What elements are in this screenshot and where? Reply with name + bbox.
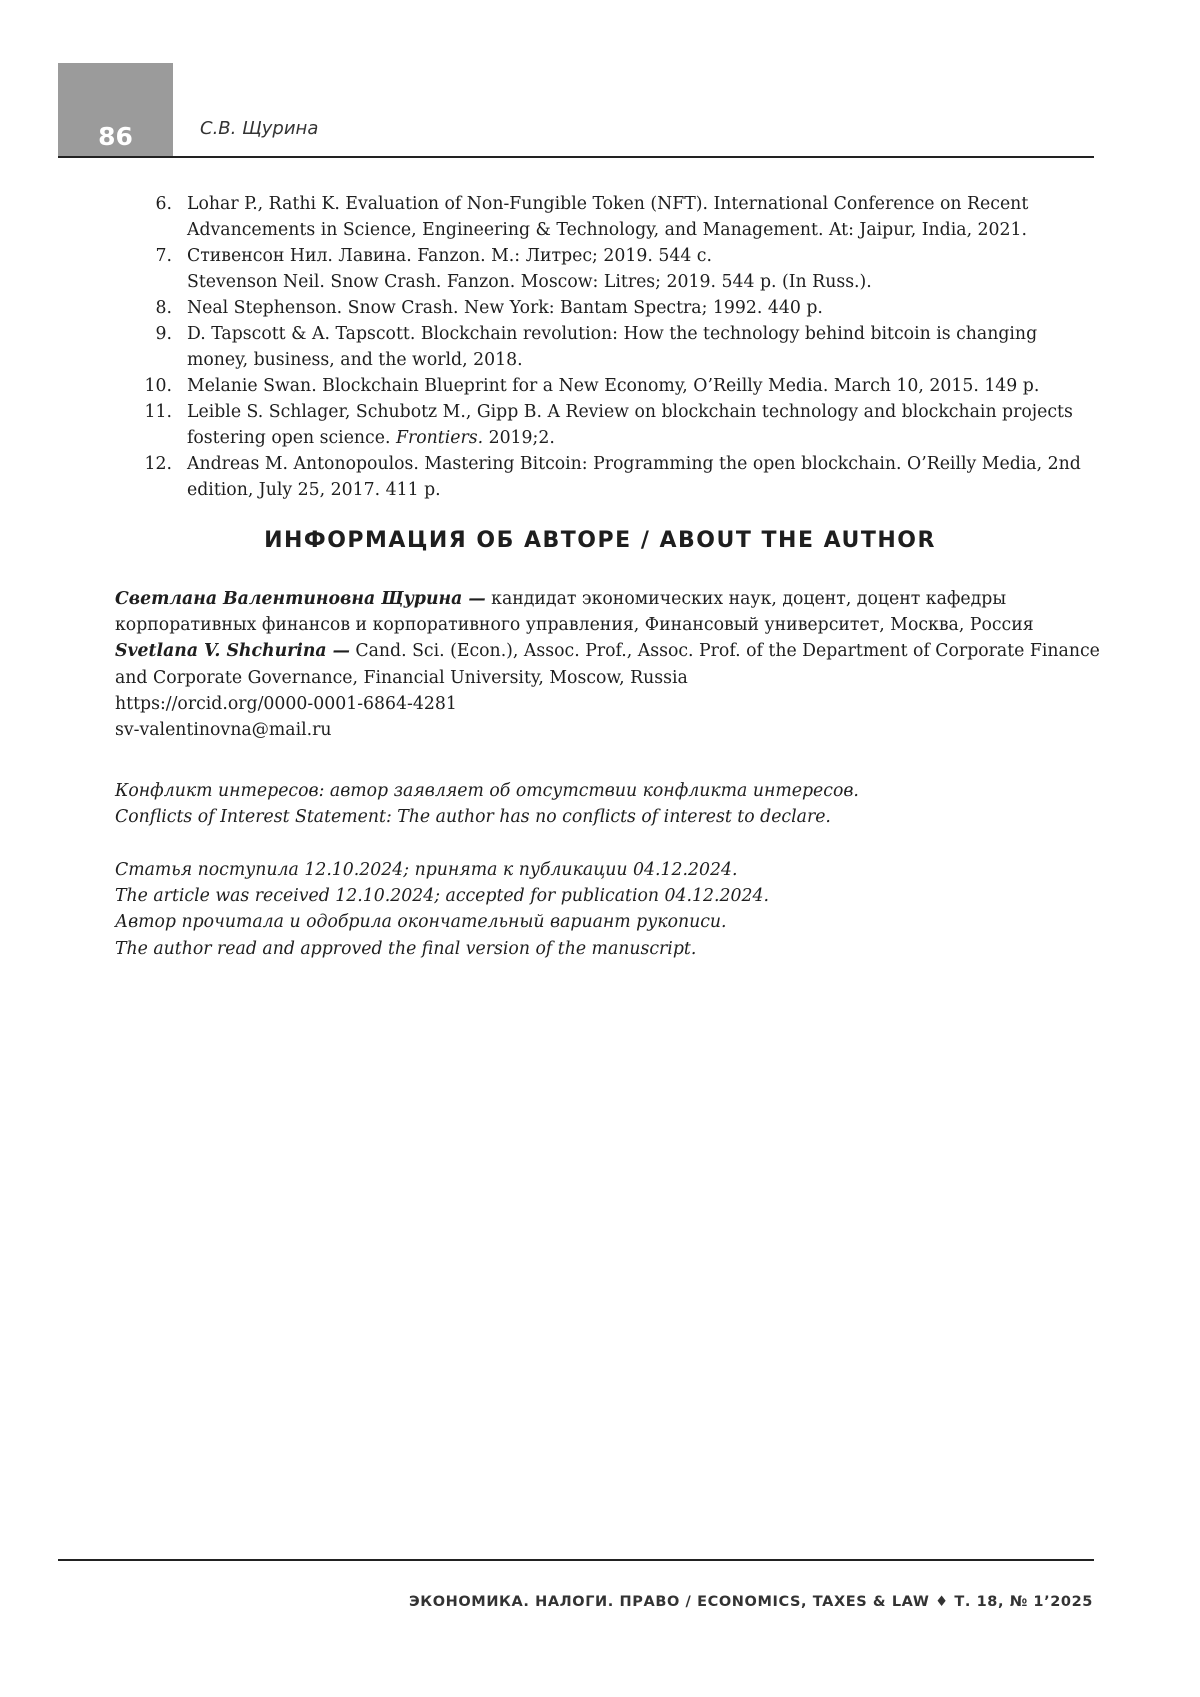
author-desc-ru: кандидат экономических наук, доцент, доцент кафедры корпоративных финансов и корпоративного управления, Финансовый университет, Москва, Россия: [115, 589, 1034, 635]
reference-item: [115, 191, 1100, 243]
reference-item: [115, 321, 1100, 373]
approved-ru: Автор прочитала и одобрила окончательный вариант рукописи.: [115, 909, 1100, 935]
reference-text: Lohar P., Rathi K. Evaluation of Non-Fungible Token (NFT). International Conference on Recent Advancements in Science, Engineering & Technology, and Management. At: Jaipur, India, 2021.: [187, 191, 1100, 243]
conflicts-statement: [115, 778, 1100, 830]
orcid-link[interactable]: https://orcid.org/0000-0001-6864-4281: [115, 691, 1100, 717]
reference-item: [115, 451, 1100, 503]
received-en: The article was received 12.10.2024; accepted for publication 04.12.2024.: [115, 883, 1100, 909]
author-desc-en: Cand. Sci. (Econ.), Assoc. Prof., Assoc. Prof. of the Department of Corporate Finance and Corporate Governance, Financial University, Moscow, Russia: [115, 641, 1100, 687]
reference-item: [115, 373, 1100, 399]
journal-footer: [409, 1594, 1093, 1610]
reference-text: Melanie Swan. Blockchain Blueprint for a New Economy, O’Reilly Media. March 10, 2015. 149 p.: [187, 373, 1100, 399]
reference-text: [187, 243, 1100, 295]
reference-item: [115, 243, 1100, 295]
author-section-title: ИНФОРМАЦИЯ ОБ АВТОРЕ / ABOUT THE AUTHOR: [0, 528, 1200, 553]
reference-text: [187, 399, 1100, 451]
author-info: [115, 586, 1100, 743]
running-head-author: С.В. Щурина: [200, 118, 318, 139]
reference-number: 12.: [115, 451, 187, 503]
reference-journal: Frontiers.: [396, 428, 483, 448]
reference-text: Andreas M. Antonopoulos. Mastering Bitcoin: Programming the open blockchain. O’Reilly Media, 2nd edition, July 25, 2017. 411 p.: [187, 451, 1100, 503]
reference-number: 7.: [115, 243, 187, 295]
footer-journal: ЭКОНОМИКА. НАЛОГИ. ПРАВО / ECONOMICS, TAXES & LAW: [409, 1594, 929, 1610]
reference-text: Neal Stephenson. Snow Crash. New York: Bantam Spectra; 1992. 440 p.: [187, 295, 1100, 321]
author-name-ru: Светлана Валентиновна Щурина —: [115, 589, 486, 609]
reference-text-en: Stevenson Neil. Snow Crash. Fanzon. Moscow: Litres; 2019. 544 p. (In Russ.).: [187, 272, 872, 292]
author-name-en: Svetlana V. Shchurina —: [115, 641, 350, 661]
reference-item: [115, 295, 1100, 321]
approved-en: The author read and approved the final version of the manuscript.: [115, 936, 1100, 962]
page-number: 86: [98, 122, 133, 151]
author-ru: [115, 586, 1100, 638]
header-rule: [58, 156, 1094, 158]
reference-number: 6.: [115, 191, 187, 243]
reference-number: 9.: [115, 321, 187, 373]
footer-issue: Т. 18, № 1’2025: [954, 1594, 1093, 1610]
reference-text: D. Tapscott & A. Tapscott. Blockchain revolution: How the technology behind bitcoin is changing money, business, and the world, 2018.: [187, 321, 1100, 373]
footer-rule: [58, 1559, 1094, 1561]
diamond-separator-icon: ♦: [935, 1594, 949, 1610]
author-email[interactable]: sv-valentinovna@mail.ru: [115, 717, 1100, 743]
reference-number: 10.: [115, 373, 187, 399]
reference-text-tail: 2019;2.: [483, 428, 555, 448]
received-ru: Статья поступила 12.10.2024; принята к публикации 04.12.2024.: [115, 857, 1100, 883]
reference-list: [115, 191, 1100, 503]
page-number-badge: [58, 63, 173, 157]
author-en: [115, 638, 1100, 690]
reference-text-ru: Стивенсон Нил. Лавина. Fanzon. М.: Литрес; 2019. 544 с.: [187, 246, 712, 266]
reference-number: 11.: [115, 399, 187, 451]
reference-text-main: Leible S. Schlager, Schubotz M., Gipp B. A Review on blockchain technology and blockchain projects fostering open science.: [187, 402, 1073, 448]
reference-item: [115, 399, 1100, 451]
article-info: [115, 857, 1100, 962]
reference-number: 8.: [115, 295, 187, 321]
conflicts-ru: Конфликт интересов: автор заявляет об отсутствии конфликта интересов.: [115, 778, 1100, 804]
conflicts-en: Conflicts of Interest Statement: The author has no conflicts of interest to declare.: [115, 804, 1100, 830]
